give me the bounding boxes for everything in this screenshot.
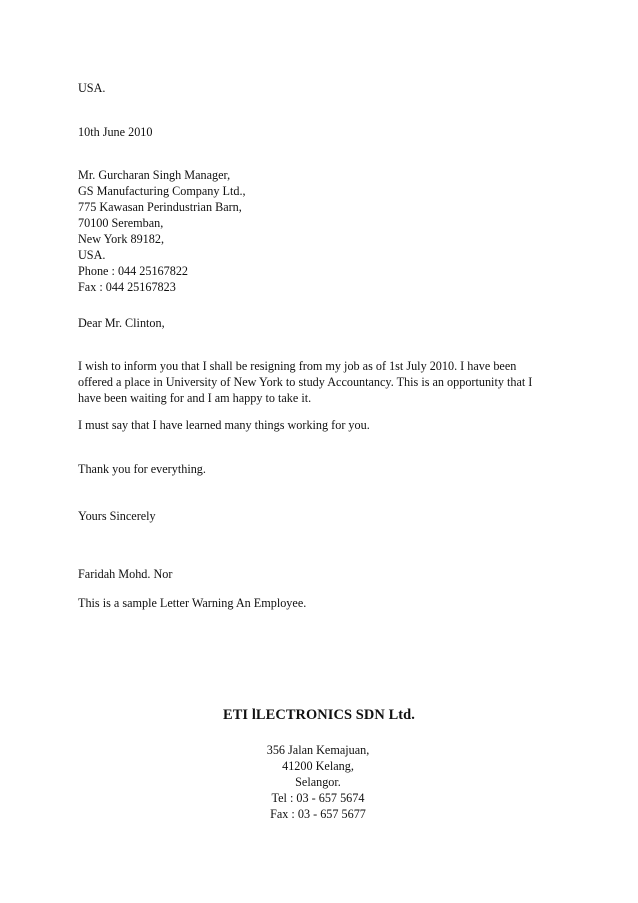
- thanks-text: Thank you for everything.: [78, 462, 206, 476]
- company-address: [258, 742, 378, 822]
- salutation: [78, 315, 568, 331]
- recipient-line: Fax : 044 25167823: [78, 280, 176, 294]
- top-country-text: USA.: [78, 81, 106, 95]
- recipient-line: Phone : 044 25167822: [78, 264, 189, 278]
- body-line: I wish to inform you that I shall be resigning from my job as of 1st July 2010. I have been: [78, 359, 517, 373]
- sample-note: [78, 595, 568, 611]
- salutation-text: Dear Mr. Clinton,: [78, 316, 165, 330]
- letter-date-text: 10th June 2010: [78, 125, 153, 139]
- body-paragraph-2-text: I must say that I have learned many things working for you.: [78, 418, 370, 432]
- company-address-line: Tel : 03 - 657 5674: [271, 791, 365, 805]
- signatory: [78, 566, 568, 582]
- company-name: ETI lLECTRONICS SDN Ltd.: [223, 707, 415, 723]
- body-line: offered a place in University of New York to study Accountancy. This is an opportunity that I: [78, 375, 533, 389]
- company-address-line: Fax : 03 - 657 5677: [270, 807, 366, 821]
- recipient-line: 70100 Seremban,: [78, 216, 164, 230]
- company-address-line: 41200 Kelang,: [282, 759, 354, 773]
- company-address-line: 356 Jalan Kemajuan,: [266, 743, 370, 757]
- recipient-line: GS Manufacturing Company Ltd.,: [78, 184, 246, 198]
- sample-note-text: This is a sample Letter Warning An Employee.: [78, 596, 307, 610]
- recipient-address: [78, 167, 568, 295]
- closing-text: Yours Sincerely: [78, 509, 156, 523]
- recipient-line: 775 Kawasan Perindustrian Barn,: [78, 200, 242, 214]
- recipient-line: USA.: [78, 248, 106, 262]
- body-paragraph-1: [78, 358, 568, 406]
- body-paragraph-2: [78, 417, 568, 433]
- body-line: have been waiting for and I am happy to take it.: [78, 391, 312, 405]
- signatory-name: Faridah Mohd. Nor: [78, 567, 173, 581]
- letter-date: [78, 124, 568, 140]
- thanks-line: [78, 461, 568, 477]
- company-address-line: Selangor.: [295, 775, 341, 789]
- recipient-line: Mr. Gurcharan Singh Manager,: [78, 168, 231, 182]
- top-country: [78, 80, 568, 96]
- recipient-line: New York 89182,: [78, 232, 164, 246]
- closing: [78, 508, 568, 524]
